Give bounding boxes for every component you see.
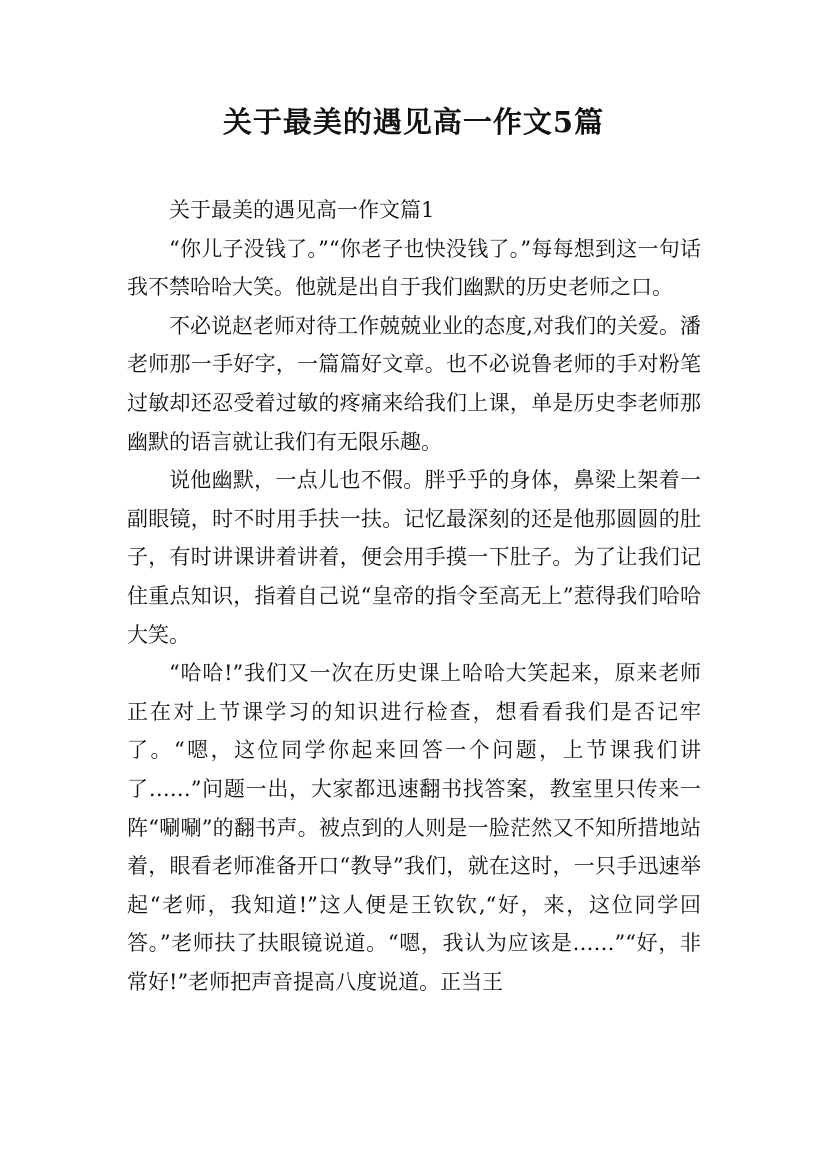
- paragraph-1: “你儿子没钱了。”“你老子也快没钱了。”每每想到这一句话我不禁哈哈大笑。他就是出自于我们幽默的历史老师之口。: [127, 236, 701, 300]
- document-title: 关于最美的遇见高一作文5篇: [222, 105, 605, 139]
- section-heading: 关于最美的遇见高一作文篇1: [169, 198, 435, 222]
- document-body: [127, 191, 701, 1001]
- paragraph-2: 不必说赵老师对待工作兢兢业业的态度,对我们的关爱。潘老师那一手好字，一篇篇好文章。也不必说鲁老师的手对粉笔过敏却还忍受着过敏的疼痛来给我们上课，单是历史李老师那幽默的语言就让我们有无限乐趣。: [127, 313, 701, 454]
- paragraph-3: 说他幽默，一点儿也不假。胖乎乎的身体，鼻梁上架着一副眼镜，时不时用手扶一扶。记忆最深刻的还是他那圆圆的肚子，有时讲课讲着讲着，便会用手摸一下肚子。为了让我们记住重点知识，指着自己说“皇帝的指令至高无上”惹得我们哈哈大笑。: [127, 468, 701, 647]
- paragraph-4: “哈哈!”我们又一次在历史课上哈哈大笑起来，原来老师正在对上节课学习的知识进行检查，想看看我们是否记牢了。“嗯，这位同学你起来回答一个问题，上节课我们讲了……”问题一出，大家都迅速翻书找答案，教室里只传来一阵“唰唰”的翻书声。被点到的人则是一脸茫然又不知所措地站着，眼看老师准备开口“教导”我们，就在这时，一只手迅速举起“老师，我知道!”这人便是王钦钦,“好，来，这位同学回答。”老师扶了扶眼镜说道。“嗯，我认为应该是……”“好，非常好!”老师把声音提高八度说道。正当王: [127, 661, 701, 994]
